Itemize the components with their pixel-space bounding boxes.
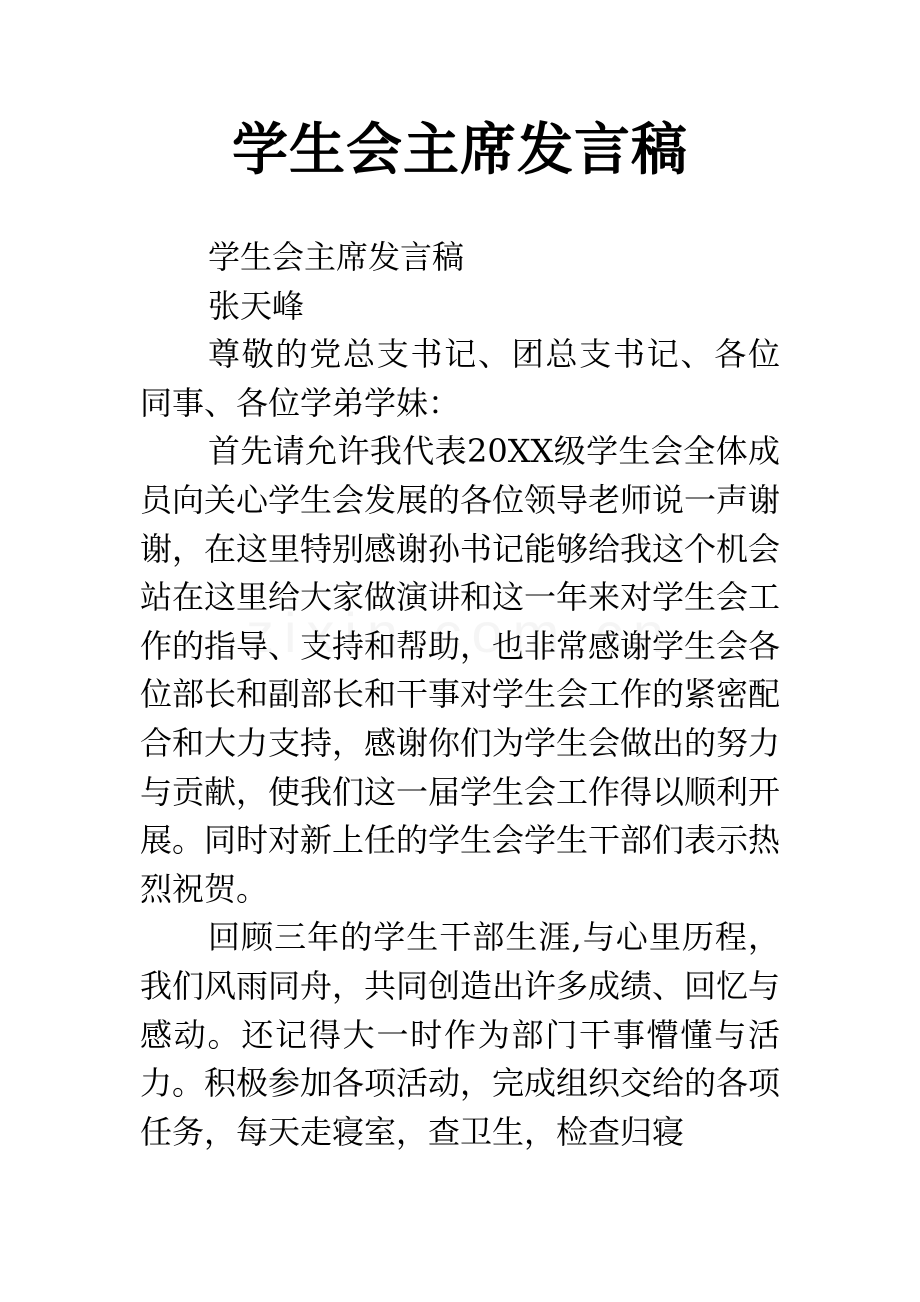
body-paragraph: 回顾三年的学生干部生涯,与心里历程，我们风雨同舟，共同创造出许多成绩、回忆与感动。还记得大一时作为部门干事懵懂与活力。积极参加各项活动，完成组织交给的各项任务，每天走寝室，查卫生，检查归寝 — [140, 918, 781, 1151]
document-body — [140, 233, 780, 1156]
document-title: 学生会主席发言稿 — [232, 117, 688, 183]
subtitle-paragraph: 学生会主席发言稿 — [208, 238, 465, 276]
author-paragraph: 张天峰 — [208, 286, 305, 325]
body-paragraph: 首先请允许我代表20XX级学生会全体成员向关心学生会发展的各位领导老师说一声谢谢，在这里特别感谢孙书记能够给我这个机会站在这里给大家做演讲和这一年来对学生会工作的指导、支持和帮助，也非常感谢学生会各位部长和副部长和干事对学生会工作的紧密配合和大力支持，感谢你们为学生会做出的努力与贡献，使我们这一届学生会工作得以顺利开展。同时对新上任的学生会学生干部们表示热烈祝贺。 — [140, 432, 781, 908]
salutation-paragraph: 尊敬的党总支书记、团总支书记、各位同事、各位学弟学妹： — [140, 335, 780, 422]
